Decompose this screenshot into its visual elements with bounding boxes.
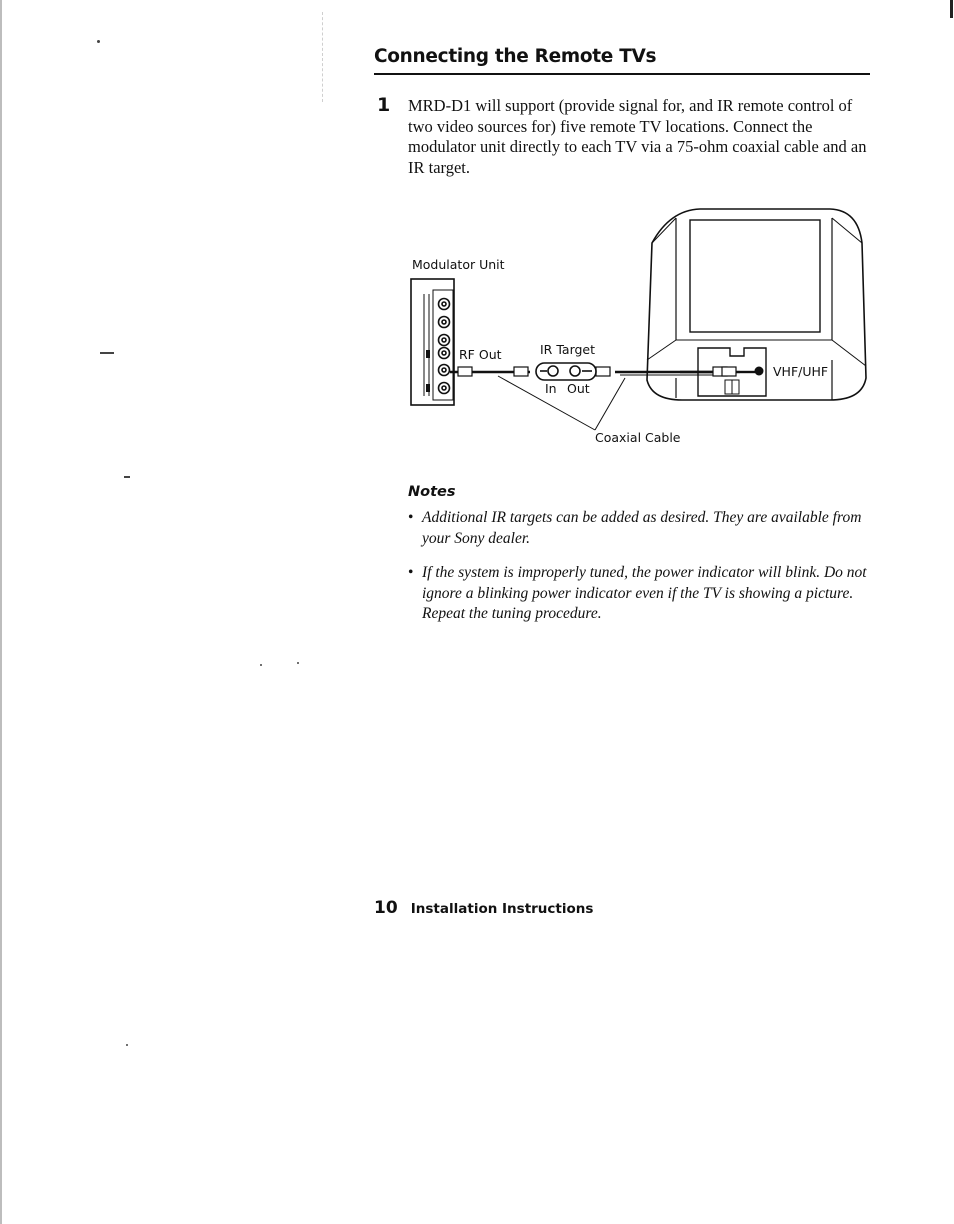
note-item: • Additional IR targets can be added as desired. They are available from your Sony dealer.: [408, 508, 870, 549]
label-coaxial-cable: Coaxial Cable: [595, 430, 681, 445]
notes-list: [408, 508, 870, 639]
ir-target: [536, 363, 596, 380]
step-number: 1: [377, 94, 391, 116]
page-footer: [374, 898, 593, 918]
step-text: MRD-D1 will support (provide signal for, and IR remote control of two video sources for) five remote TV locations. Connect the modulator unit directly to each TV via a 75-ohm coaxial cable and an IR target.: [408, 96, 867, 177]
scan-speck: [297, 662, 299, 664]
label-out: Out: [567, 381, 590, 396]
note-item: • If the system is improperly tuned, the power indicator will blink. Do not ignore a blinking power indicator even if the TV is showing a picture. Repeat the tuning procedure.: [408, 563, 870, 625]
label-ir-target: IR Target: [540, 342, 596, 357]
modulator-unit: [411, 279, 454, 405]
coaxial-callout-lines: [498, 376, 625, 430]
title-rule: [374, 73, 870, 75]
page-number: 10: [374, 898, 398, 918]
notes-heading: Notes: [408, 484, 456, 500]
connection-diagram: [400, 200, 870, 452]
scan-fold-line: [322, 12, 323, 102]
page-left-edge: [0, 0, 2, 1224]
scan-speck: [97, 40, 100, 43]
footer-section-title: Installation Instructions: [410, 901, 594, 917]
label-modulator-unit: Modulator Unit: [412, 257, 505, 272]
scan-speck: [260, 664, 262, 666]
page-edge-mark: [950, 0, 953, 18]
scan-speck: [126, 1044, 128, 1046]
label-in: In: [545, 381, 557, 396]
label-vhf-uhf: VHF/UHF: [773, 364, 829, 379]
label-rf-out: RF Out: [459, 347, 502, 362]
scan-speck: [100, 352, 114, 354]
scan-speck: [124, 476, 130, 478]
page-title: Connecting the Remote TVs: [374, 46, 657, 67]
